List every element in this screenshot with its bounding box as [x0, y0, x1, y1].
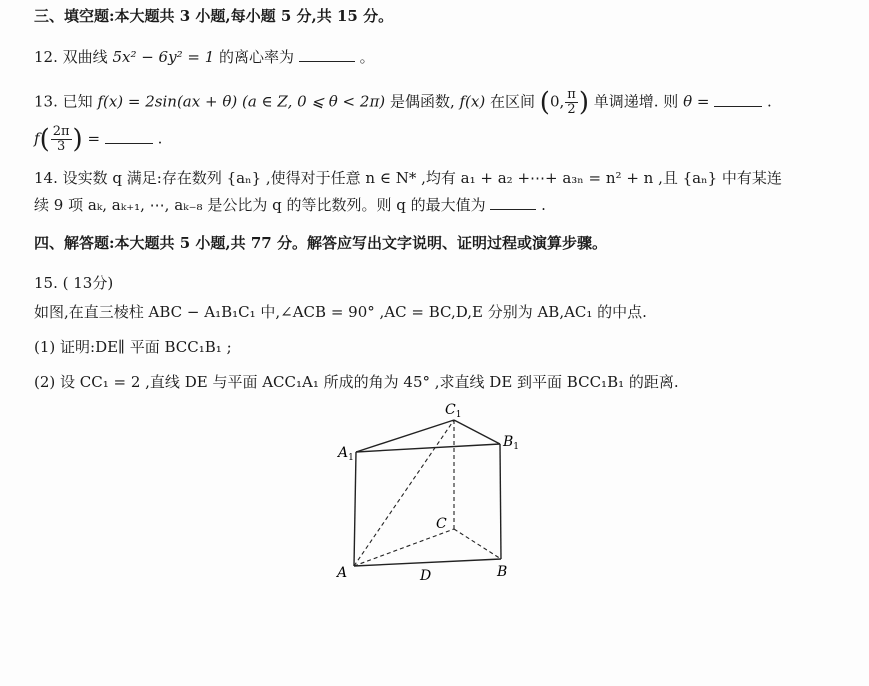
- paren-close-2: ): [72, 124, 83, 155]
- edge-a-b: [354, 559, 501, 566]
- label-a1: $A_1$: [338, 445, 354, 463]
- label-b1: $B_1$: [503, 434, 520, 452]
- edge-b-b1: [500, 444, 501, 559]
- label-c1: $C_1$: [445, 402, 462, 420]
- q13-f-label: f: [34, 129, 40, 148]
- edge-a-a1: [354, 452, 356, 566]
- q13-function: f(x) = 2sin(ax + θ): [97, 92, 238, 111]
- frac-numerator: π: [567, 87, 576, 102]
- label-d: D: [420, 568, 432, 584]
- q14-end: .: [541, 196, 546, 214]
- q15-part2: (2) 设 CC₁ = 2 ,直线 DE 与平面 ACC₁A₁ 所成的角为 45° ,求直线 DE 到平面 BCC₁B₁ 的距离.: [34, 373, 679, 391]
- edge-c-b: [454, 529, 501, 559]
- q13-end1: .: [767, 92, 772, 111]
- section3-heading: 三、填空题:本大题共 3 小题,每小题 5 分,共 15 分。: [34, 7, 394, 25]
- q14-number: 14.: [34, 169, 58, 187]
- paren-close: ): [578, 87, 589, 118]
- q15-part1: (1) 证明:DE∥ 平面 BCC₁B₁ ;: [34, 338, 232, 356]
- edge-c1-b1: [454, 420, 500, 444]
- q12-prefix: 双曲线: [62, 48, 108, 66]
- frac-denominator-2: 3: [56, 139, 66, 154]
- q12-equation: 5x² − 6y² = 1: [112, 48, 215, 66]
- q15-stem: 如图,在直三棱柱 ABC − A₁B₁C₁ 中,∠ACB = 90° ,AC = BC,D,E 分别为 AB,AC₁ 的中点.: [34, 303, 647, 321]
- q13-number: 13.: [34, 92, 58, 111]
- q14-line2: 续 9 项 aₖ, aₖ₊₁, ⋯, aₖ₋₈ 是公比为 q 的等比数列。则 q 的最大值为: [34, 196, 486, 214]
- label-c: C: [436, 516, 447, 532]
- q13-interval-text: 在区间: [490, 92, 536, 111]
- q13-condition: (a ∈ Z, 0 ⩽ θ < 2π): [241, 92, 386, 111]
- frac-numerator-2: 2π: [52, 124, 70, 139]
- frac-denominator: 2: [567, 102, 576, 117]
- label-a: A: [337, 565, 348, 581]
- q12-suffix: 的离心率为: [219, 48, 295, 66]
- q12-number: 12.: [34, 48, 58, 66]
- edge-a-c: [354, 529, 454, 566]
- q13-monotone: 单调递增. 则: [593, 92, 679, 111]
- q13-end2: .: [157, 129, 163, 148]
- q13-interval-left: 0,: [549, 92, 565, 111]
- q15-number: 15. ( 13分): [34, 274, 114, 292]
- section4-heading: 四、解答题:本大题共 5 小题,共 77 分。解答应写出文字说明、证明过程或演算步骤。: [34, 234, 607, 252]
- paren-open: (: [539, 87, 550, 118]
- q13-middle: 是偶函数,: [389, 92, 455, 111]
- q14-line1: 设实数 q 满足:存在数列 {aₙ} ,使得对于任意 n ∈ N* ,均有 a₁ + a₂ +⋯+ a₃ₙ = n² + n ,且 {aₙ} 中有某连: [62, 169, 782, 187]
- q13-fx: f(x): [459, 92, 486, 111]
- q13-eq: =: [87, 129, 101, 148]
- q13-theta-eq: θ =: [683, 92, 710, 111]
- q12-end: 。: [359, 48, 375, 66]
- q13-intro: 已知: [62, 92, 93, 111]
- paren-open-2: (: [39, 124, 50, 155]
- label-b: B: [497, 564, 508, 580]
- edge-a-c1: [354, 420, 454, 566]
